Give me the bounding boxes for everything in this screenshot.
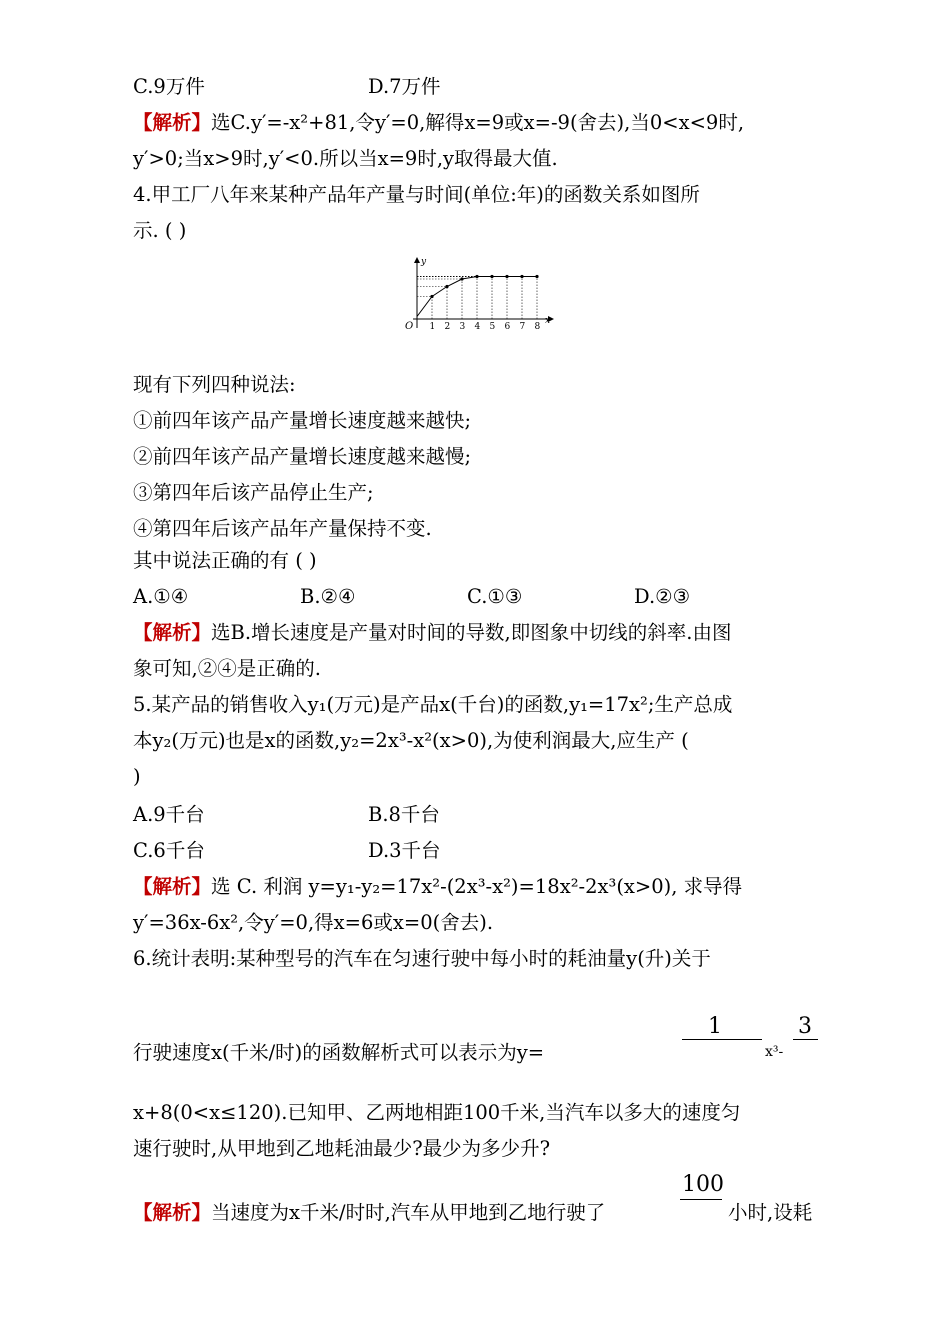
- statement-4: ④第四年后该产品年产量保持不变.: [133, 517, 432, 540]
- analysis-text: 选C.y′=-x²+81,令y′=0,解得x=9或x=-9(舍去),当0<x<9时,: [211, 111, 745, 134]
- statement-intro: 现有下列四种说法:: [133, 373, 296, 396]
- option-b: B.②④: [300, 585, 356, 608]
- analysis-text: 小时,设耗: [728, 1201, 813, 1224]
- fraction-numerator: 100: [682, 1172, 724, 1197]
- x-tick-label: 7: [519, 322, 526, 332]
- analysis-text: 当速度为x千米/时时,汽车从甲地到乙地行驶了: [211, 1201, 606, 1224]
- question-stem: 4.甲工厂八年来某种产品年产量与时间(单位:年)的函数关系如图所: [133, 183, 700, 206]
- data-point: [430, 295, 433, 298]
- fraction-numerator: 3: [798, 1014, 812, 1039]
- statement-3: ③第四年后该产品停止生产;: [133, 481, 374, 504]
- analysis-tag: 【解析】: [133, 1201, 212, 1224]
- option-a: A.①④: [133, 585, 189, 608]
- analysis-line: y′>0;当x>9时,y′<0.所以当x=9时,y取得最大值.: [133, 147, 558, 170]
- x-axis-label: x: [545, 316, 551, 326]
- analysis-line: [133, 110, 744, 136]
- question-stem: 本y₂(万元)也是x的函数,y₂=2x³-x²(x>0),为使利润最大,应生产 (: [133, 729, 689, 752]
- question-stem: 行驶速度x(千米/时)的函数解析式可以表示为y=: [133, 1041, 545, 1064]
- data-point: [490, 275, 493, 278]
- data-point: [445, 285, 448, 288]
- question-stem: ): [133, 765, 141, 788]
- fraction-bar: [680, 1199, 722, 1200]
- analysis-line: y′=36x-6x²,令y′=0,得x=6或x=0(舍去).: [133, 911, 494, 934]
- option-d: D.3千台: [368, 839, 441, 862]
- analysis-tag: 【解析】: [133, 621, 212, 644]
- analysis-line: 象可知,②④是正确的.: [133, 657, 321, 680]
- analysis-line: [133, 620, 731, 646]
- analysis-text: 选B.增长速度是产量对时间的导数,即图象中切线的斜率.由图: [211, 621, 732, 644]
- option-d: D.7万件: [368, 75, 441, 98]
- fraction-bar: [682, 1039, 762, 1040]
- x-tick-label: 8: [534, 322, 541, 332]
- option-a: A.9千台: [133, 803, 205, 826]
- option-b: B.8千台: [368, 803, 440, 826]
- data-point: [460, 277, 463, 280]
- data-point: [535, 275, 538, 278]
- data-point: [520, 275, 523, 278]
- y-axis-label: y: [421, 257, 427, 267]
- analysis-line: [133, 1200, 605, 1226]
- question-stem: 6.统计表明:某种型号的汽车在匀速行驶中每小时的耗油量y(升)关于: [133, 947, 711, 970]
- x-tick-label: 5: [489, 322, 496, 332]
- x-tick-label: 1: [429, 322, 436, 332]
- analysis-tag: 【解析】: [133, 875, 212, 898]
- option-c: C.9万件: [133, 75, 205, 98]
- question-stem: 示. ( ): [133, 219, 187, 242]
- production-graph: [395, 252, 565, 334]
- analysis-line: [133, 874, 742, 900]
- question-prompt: 其中说法正确的有 ( ): [133, 549, 317, 572]
- question-stem: 速行驶时,从甲地到乙地耗油最少?最少为多少升?: [133, 1137, 551, 1160]
- statement-2: ②前四年该产品产量增长速度越来越慢;: [133, 445, 472, 468]
- data-point: [505, 275, 508, 278]
- grid-lines: [417, 277, 537, 320]
- analysis-tag: 【解析】: [133, 111, 212, 134]
- x-tick-label: 6: [504, 322, 511, 332]
- x-tick-label: 2: [444, 322, 451, 332]
- question-stem: x+8(0<x≤120).已知甲、乙两地相距100千米,当汽车以多大的速度匀: [133, 1101, 741, 1124]
- x-cubed-term: x³-: [765, 1044, 784, 1060]
- fraction-numerator: 1: [708, 1014, 722, 1039]
- option-c: C.6千台: [133, 839, 205, 862]
- option-c: C.①③: [467, 585, 523, 608]
- analysis-text: 选 C. 利润 y=y₁-y₂=17x²-(2x³-x²)=18x²-2x³(x>0), 求导得: [211, 875, 743, 898]
- question-stem: 5.某产品的销售收入y₁(万元)是产品x(千台)的函数,y₁=17x²;生产总成: [133, 693, 733, 716]
- data-point: [475, 275, 478, 278]
- x-tick-label: 4: [474, 322, 481, 332]
- origin-label: O: [405, 321, 414, 332]
- option-d: D.②③: [634, 585, 691, 608]
- statement-1: ①前四年该产品产量增长速度越来越快;: [133, 409, 472, 432]
- fraction-bar: [793, 1039, 818, 1040]
- x-tick-label: 3: [459, 322, 466, 332]
